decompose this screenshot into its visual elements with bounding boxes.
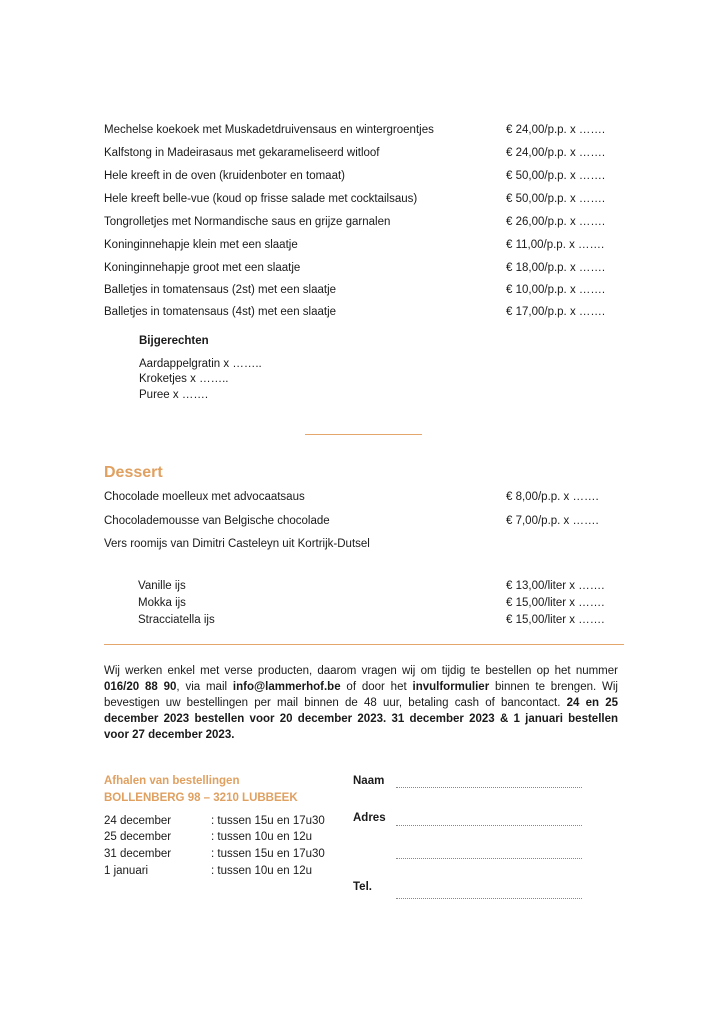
menu-item bbox=[104, 193, 624, 209]
dessert-heading: Dessert bbox=[104, 464, 163, 481]
pickup-time: : tussen 10u en 12u bbox=[211, 865, 313, 877]
ice-cream-price: € 15,00/liter x ……. bbox=[506, 614, 605, 626]
address-field[interactable] bbox=[396, 824, 582, 826]
menu-item bbox=[104, 306, 624, 322]
dessert-name: Chocolademousse van Belgische chocolade bbox=[104, 515, 330, 527]
pickup-time: : tussen 15u en 17u30 bbox=[211, 815, 325, 827]
ice-cream-item bbox=[138, 580, 624, 596]
ice-cream-name: Vanille ijs bbox=[138, 580, 186, 592]
menu-item bbox=[104, 216, 624, 232]
pickup-date: 25 december bbox=[104, 831, 172, 843]
dish-name: Koninginnehapje groot met een slaatje bbox=[104, 262, 301, 274]
dish-price: € 10,00/p.p. x ……. bbox=[506, 284, 606, 296]
menu-item bbox=[104, 124, 624, 140]
pickup-title: Afhalen van bestellingen bbox=[104, 775, 240, 787]
info-text: Wij werken enkel met verse producten, daarom vragen wij om tijdig te bestellen op het nummer bbox=[104, 665, 618, 677]
side-dish-item: Aardappelgratin x …….. bbox=[139, 358, 262, 370]
side-dish-item: Puree x ……. bbox=[139, 389, 209, 401]
side-dishes-title: Bijgerechten bbox=[139, 335, 209, 347]
dessert-name: Chocolade moelleux met advocaatsaus bbox=[104, 491, 305, 503]
dish-price: € 17,00/p.p. x ……. bbox=[506, 306, 606, 318]
dish-name: Balletjes in tomatensaus (4st) met een slaatje bbox=[104, 306, 337, 318]
dish-price: € 11,00/p.p. x ……. bbox=[506, 239, 605, 251]
section-divider bbox=[104, 644, 624, 645]
address-label: Adres bbox=[353, 812, 386, 824]
info-text: , via mail bbox=[176, 681, 233, 693]
dish-name: Balletjes in tomatensaus (2st) met een slaatje bbox=[104, 284, 337, 296]
dessert-price: € 7,00/p.p. x ……. bbox=[506, 515, 599, 527]
ice-cream-name: Mokka ijs bbox=[138, 597, 186, 609]
name-field[interactable] bbox=[396, 786, 582, 788]
menu-item bbox=[104, 284, 624, 300]
dish-price: € 26,00/p.p. x ……. bbox=[506, 216, 606, 228]
dish-name: Kalfstong in Madeirasaus met gekarameliseerd witloof bbox=[104, 147, 380, 159]
menu-item bbox=[104, 147, 624, 163]
dessert-item bbox=[104, 538, 624, 554]
dish-price: € 50,00/p.p. x ……. bbox=[506, 193, 606, 205]
pickup-date: 1 januari bbox=[104, 865, 149, 877]
ice-cream-price: € 13,00/liter x ……. bbox=[506, 580, 605, 592]
dessert-item bbox=[104, 491, 624, 507]
dessert-price: € 8,00/p.p. x ……. bbox=[506, 491, 599, 503]
info-text: of door het bbox=[340, 681, 413, 693]
dish-name: Hele kreeft belle-vue (koud op frisse salade met cocktailsaus) bbox=[104, 193, 418, 205]
ice-cream-item bbox=[138, 614, 624, 630]
ice-cream-name: Stracciatella ijs bbox=[138, 614, 215, 626]
order-info-paragraph bbox=[104, 663, 618, 743]
dessert-name: Vers roomijs van Dimitri Casteleyn uit Kortrijk-Dutsel bbox=[104, 538, 370, 550]
pickup-time: : tussen 15u en 17u30 bbox=[211, 848, 325, 860]
pickup-date: 24 december bbox=[104, 815, 172, 827]
dish-name: Hele kreeft in de oven (kruidenboter en tomaat) bbox=[104, 170, 345, 182]
email-address: info@lammerhof.be bbox=[232, 681, 341, 693]
pickup-time: : tussen 10u en 12u bbox=[211, 831, 313, 843]
dish-name: Tongrolletjes met Normandische saus en grijze garnalen bbox=[104, 216, 391, 228]
phone-number: 016/20 88 90 bbox=[104, 681, 177, 693]
ice-cream-item bbox=[138, 597, 624, 613]
dish-price: € 24,00/p.p. x ……. bbox=[506, 124, 606, 136]
menu-item bbox=[104, 170, 624, 186]
menu-item bbox=[104, 239, 624, 255]
dessert-item bbox=[104, 515, 624, 531]
pickup-address: BOLLENBERG 98 – 3210 LUBBEEK bbox=[104, 792, 298, 804]
dish-price: € 50,00/p.p. x ……. bbox=[506, 170, 606, 182]
phone-field[interactable] bbox=[396, 897, 582, 899]
dish-price: € 24,00/p.p. x ……. bbox=[506, 147, 606, 159]
phone-label: Tel. bbox=[353, 881, 372, 893]
name-label: Naam bbox=[353, 775, 385, 787]
info-text: binnen te brengen. Wij bevestigen uw bestellingen per mail binnen de 48 uur, betaling cash of bancontact. bbox=[104, 681, 618, 709]
menu-item bbox=[104, 262, 624, 278]
dish-price: € 18,00/p.p. x ……. bbox=[506, 262, 606, 274]
dish-name: Mechelse koekoek met Muskadetdruivensaus en wintergroentjes bbox=[104, 124, 434, 136]
pickup-date: 31 december bbox=[104, 848, 172, 860]
ice-cream-price: € 15,00/liter x ……. bbox=[506, 597, 605, 609]
order-deadlines: 24 en 25 december 2023 bestellen voor 20 december 2023. 31 december 2023 & 1 januari bestellen voor 27 december 2023. bbox=[104, 697, 618, 741]
section-divider bbox=[305, 434, 422, 435]
order-form-reference: invulformulier bbox=[412, 681, 490, 693]
address-field-line-2[interactable] bbox=[396, 857, 582, 859]
dish-name: Koninginnehapje klein met een slaatje bbox=[104, 239, 298, 251]
side-dish-item: Kroketjes x …….. bbox=[139, 373, 229, 385]
